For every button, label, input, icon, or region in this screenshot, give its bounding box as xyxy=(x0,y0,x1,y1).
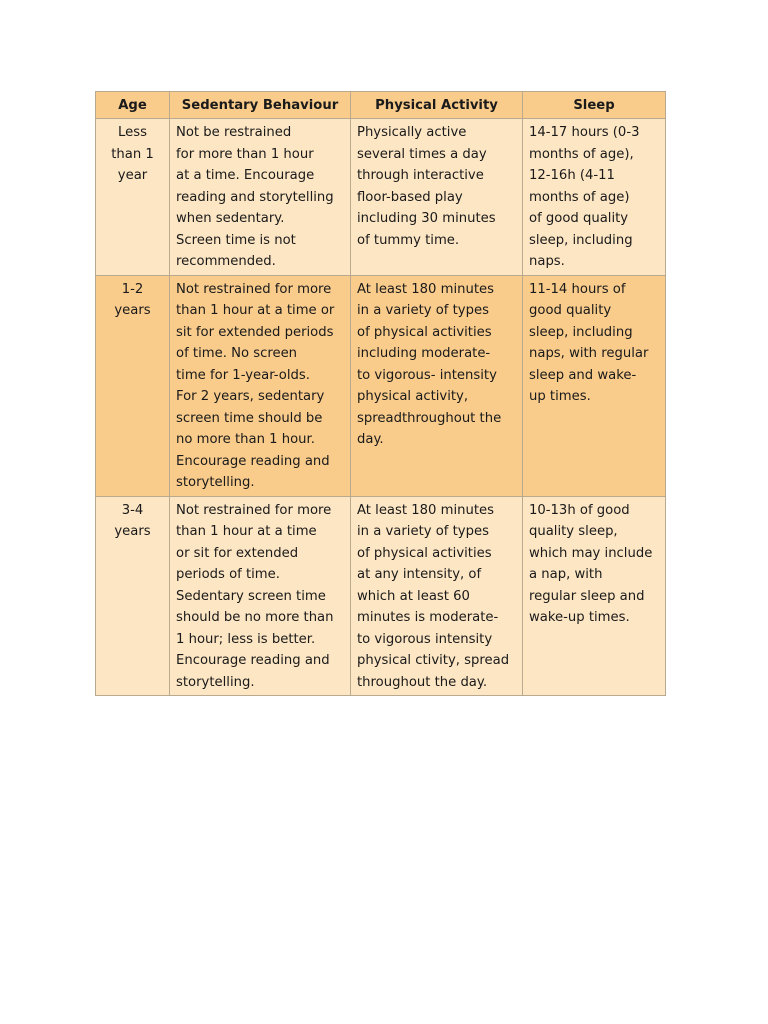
sleep-cell xyxy=(523,119,666,276)
sleep-text: 10-13h of good quality sleep, which may include a nap, with regular sleep and wake-up times. xyxy=(529,502,653,625)
sedentary-text: Not restrained for more than 1 hour at a time or sit for extended periods of time. No screen time for 1-year-olds. For 2 years, sedentary screen time should be no more than 1 hour. Encourage reading and storytelling. xyxy=(176,281,335,490)
sleep-text: 11-14 hours of good quality sleep, including naps, with regular sleep and wake- up times. xyxy=(529,281,649,404)
header-age: Age xyxy=(96,92,170,119)
physical-text: At least 180 minutes in a variety of types of physical activities at any intensity, of which at least 60 minutes is moderate- to vigorous intensity physical ctivity, spread throughout the day. xyxy=(357,502,510,690)
physical-text: At least 180 minutes in a variety of types of physical activities including moderate- to vigorous- intensity physical activity, spreadthroughout the day. xyxy=(357,281,502,447)
header-sedentary-behaviour: Sedentary Behaviour xyxy=(170,92,351,119)
physical-cell xyxy=(351,496,523,696)
sleep-text: 14-17 hours (0-3 months of age), 12-16h (4-11 months of age) of good quality sleep, including naps. xyxy=(529,125,640,269)
header-sleep: Sleep xyxy=(523,92,666,119)
table-header-row xyxy=(96,92,666,119)
age-cell xyxy=(96,496,170,696)
age-cell xyxy=(96,275,170,496)
age-text: 1-2 years xyxy=(114,281,151,318)
sedentary-cell xyxy=(170,119,351,276)
table-row xyxy=(96,119,666,276)
age-cell xyxy=(96,119,170,276)
sleep-cell xyxy=(523,496,666,696)
sedentary-text: Not restrained for more than 1 hour at a time or sit for extended periods of time. Sedentary screen time should be no more than 1 hour; less is better. Encourage reading and storytelling. xyxy=(176,502,334,690)
sleep-cell xyxy=(523,275,666,496)
sedentary-cell xyxy=(170,496,351,696)
age-text: Less than 1 year xyxy=(111,125,154,183)
table-row xyxy=(96,496,666,696)
sedentary-cell xyxy=(170,275,351,496)
header-physical-activity: Physical Activity xyxy=(351,92,523,119)
sedentary-text: Not be restrained for more than 1 hour at a time. Encourage reading and storytelling when sedentary. Screen time is not recommended. xyxy=(176,125,334,269)
age-text: 3-4 years xyxy=(114,502,151,539)
physical-text: Physically active several times a day through interactive floor-based play including 30 minutes of tummy time. xyxy=(357,125,496,248)
physical-cell xyxy=(351,275,523,496)
table-row xyxy=(96,275,666,496)
activity-guidelines-table xyxy=(95,91,666,696)
physical-cell xyxy=(351,119,523,276)
